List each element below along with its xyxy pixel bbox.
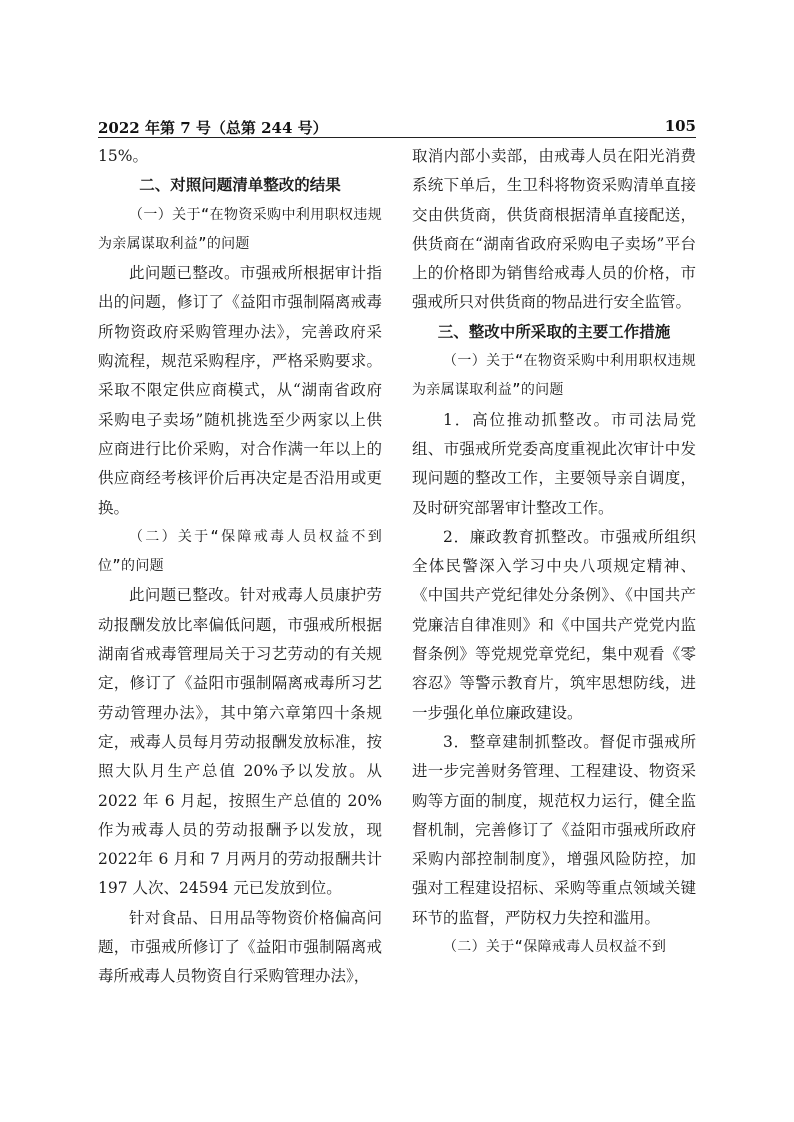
page-number: 105 [664, 117, 696, 135]
right-column [412, 142, 696, 962]
subsection-title: （一）关于“在物资采购中利用职权违规为亲属谋取利益”的问题 [98, 206, 382, 252]
paragraph: 3．整章建制抓整改。督促市强戒所进一步完善财务管理、工程建设、物资采购等方面的制度，规范权力运行，健全监督机制，完善修订了《益阳市强戒所政府采购内部控制制度》，增强风险防控，加强对工程建设招标、采购等重点领域关键环节的监督，严防权力失控和滥用。 [412, 732, 696, 927]
subsection-title: （二）关于“保障戒毒人员权益不到 [443, 939, 667, 956]
issue-label: 2022 年第 7 号（总第 244 号） [98, 119, 328, 137]
subsection-title: （一）关于“在物资采购中利用职权违规为亲属谋取利益”的问题 [412, 353, 696, 399]
paragraph: 取消内部小卖部，由戒毒人员在阳光消费系统下单后，生卫科将物资采购清单直接交由供货商，供货商根据清单直接配送，供货商在“湖南省政府采购电子卖场”平台上的价格即为销售给戒毒人员的价格，市强戒所只对供货商的物品进行安全监管。 [412, 147, 696, 312]
paragraph: 1．高位推动抓整改。市司法局党组、市强戒所党委高度重视此次审计中发现问题的整改工作，主要领导亲自调度，及时研究部署审计整改工作。 [412, 410, 696, 517]
left-column [98, 142, 382, 992]
subsection-title: （二）关于“保障戒毒人员权益不到位”的问题 [98, 528, 382, 575]
section-title: 二、对照问题清单整改的结果 [139, 176, 341, 195]
paragraph: 15%。 [98, 147, 148, 165]
paragraph: 针对食品、日用品等物资价格偏高问题，市强戒所修订了《益阳市强制隔离戒毒所戒毒人员物资自行采购管理办法》， [98, 908, 382, 986]
section-title: 三、整改中所采取的主要工作措施 [437, 322, 671, 341]
paragraph: 2．廉政教育抓整改。市强戒所组织全体民警深入学习中央八项规定精神、《中国共产党纪律处分条例》、《中国共产党廉洁自律准则》和《中国共产党党内监督条例》等党规党章党纪，集中观看《零容忍》等警示教育片，筑牢思想防线，进一步强化单位廉政建设。 [412, 527, 696, 722]
header-rule [98, 137, 696, 138]
paragraph: 此问题已整改。针对戒毒人员康护劳动报酬发放比率偏低问题，市强戒所根据湖南省戒毒管理局关于习艺劳动的有关规定，修订了《益阳市强制隔离戒毒所习艺劳动管理办法》，其中第六章第四十条规定，戒毒人员每月劳动报酬发放标准，按照大队月生产总值 20%予以发放。从2022 年 6 月起，按照生产总值的 20%作为戒毒人员的劳动报酬予以发放，现 2022年 6 月和 7 月两月的劳动报酬共计 197 人次、24594 元已发放到位。 [98, 586, 382, 898]
page-header [98, 117, 696, 139]
paragraph: 此问题已整改。市强戒所根据审计指出的问题，修订了《益阳市强制隔离戒毒所物资政府采购管理办法》，完善政府采购流程，规范采购程序，严格采购要求。采取不限定供应商模式，从“湖南省政府采购电子卖场”随机挑选至少两家以上供应商进行比价采购，对合作满一年以上的供应商经考核评价后再决定是否沿用或更换。 [98, 264, 382, 517]
